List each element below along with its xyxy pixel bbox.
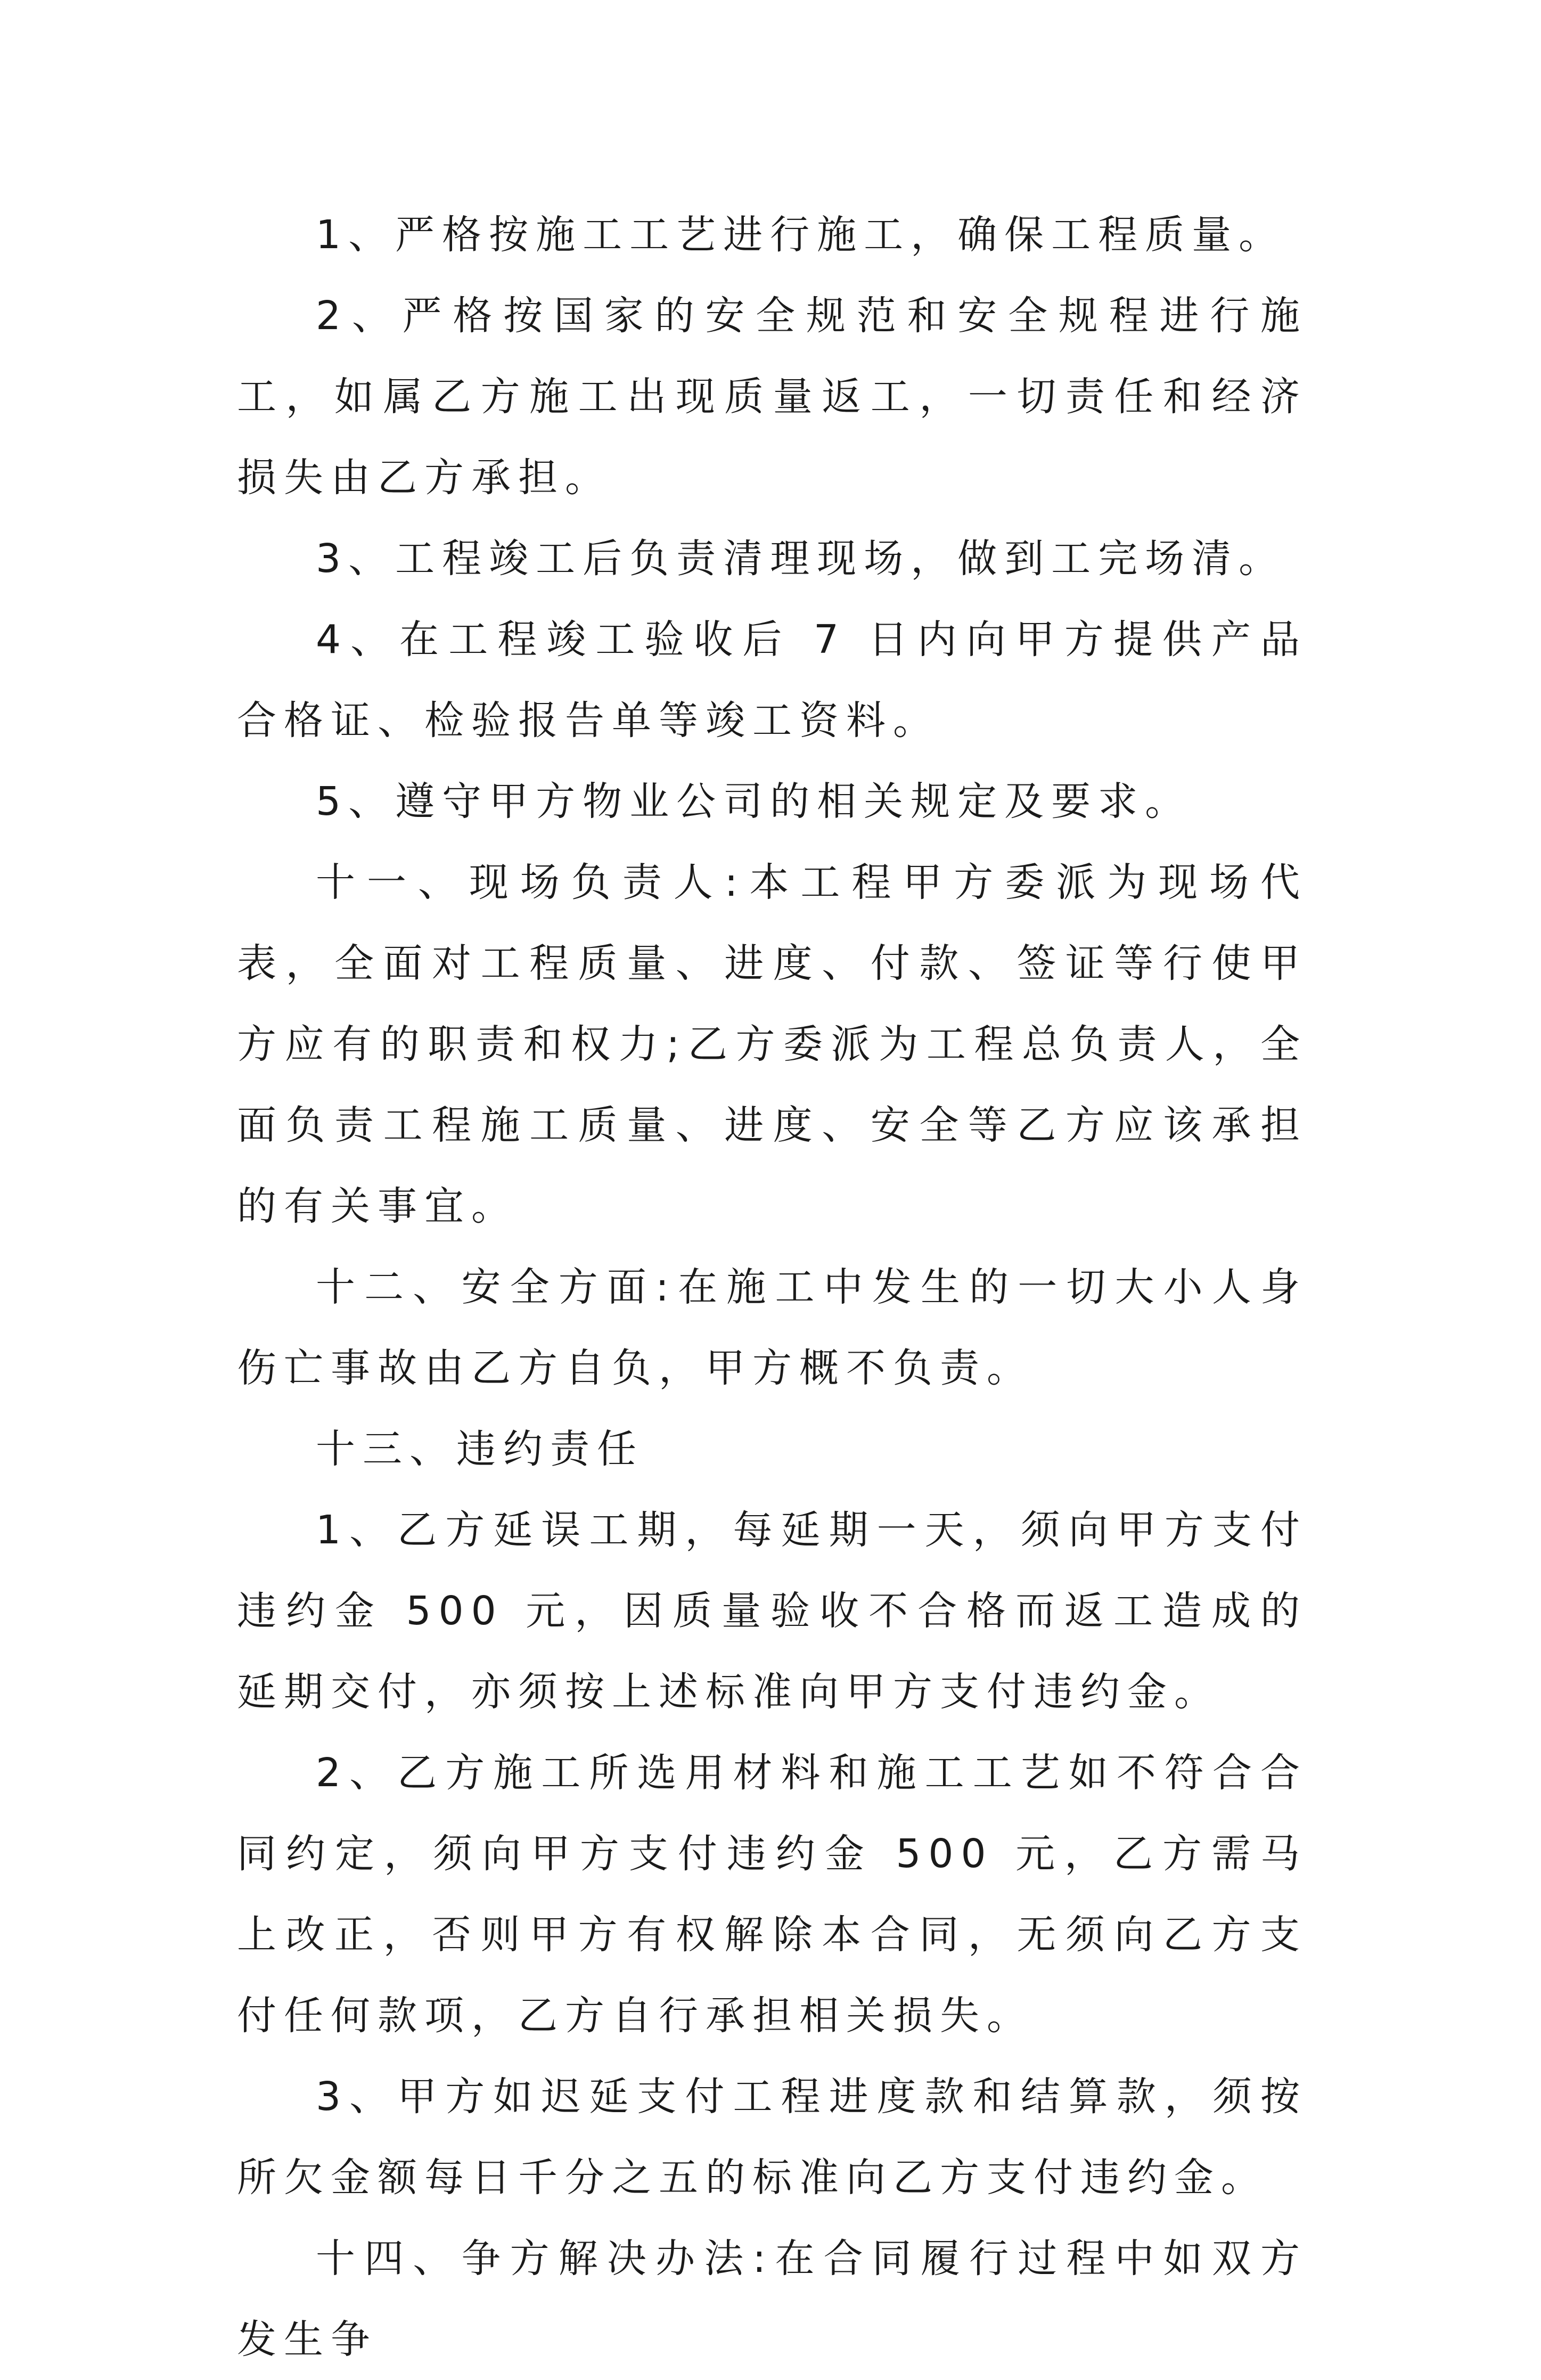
liability-item-3: 3、甲方如迟延支付工程进度款和结算款，须按所欠金额每日千分之五的标准向乙方支付违约金。 [237, 2074, 1307, 2201]
paragraph-item-1: 1、严格按施工工艺进行施工，确保工程质量。 [316, 212, 1286, 258]
liability-item-1: 1、乙方延误工期，每延期一天，须向甲方支付违约金 500 元，因质量验收不合格而返工造成的延期交付，亦须按上述标准向甲方支付违约金。 [237, 1507, 1307, 1715]
liability-item-2: 2、乙方施工所选用材料和施工工艺如不符合合同约定，须向甲方支付违约金 500 元，乙方需马上改正，否则甲方有权解除本合同，无须向乙方支付任何款项，乙方自行承担相关损失。 [237, 1750, 1307, 2039]
section-dispute-resolution: 十四、争方解决办法:在合同履行过程中如双方发生争 [237, 2236, 1307, 2362]
paragraph-item-2: 2、严格按国家的安全规范和安全规程进行施工，如属乙方施工出现质量返工，一切责任和经济损失由乙方承担。 [237, 293, 1307, 501]
paragraph-item-3: 3、工程竣工后负责清理现场，做到工完场清。 [316, 536, 1286, 582]
paragraph-item-5: 5、遵守甲方物业公司的相关规定及要求。 [316, 779, 1192, 824]
section-safety: 十二、安全方面:在施工中发生的一切大小人身伤亡事故由乙方自负，甲方概不负责。 [237, 1264, 1307, 1391]
document-body [237, 194, 1307, 2380]
paragraph-item-4: 4、在工程竣工验收后 7 日内向甲方提供产品合格证、检验报告单等竣工资料。 [237, 617, 1307, 743]
section-site-manager: 十一、现场负责人:本工程甲方委派为现场代表，全面对工程质量、进度、付款、签证等行使甲方应有的职责和权力;乙方委派为工程总负责人，全面负责工程施工质量、进度、安全等乙方应该承担的有关事宜。 [237, 860, 1307, 1229]
section-heading-liability: 十三、违约责任 [316, 1426, 644, 1472]
